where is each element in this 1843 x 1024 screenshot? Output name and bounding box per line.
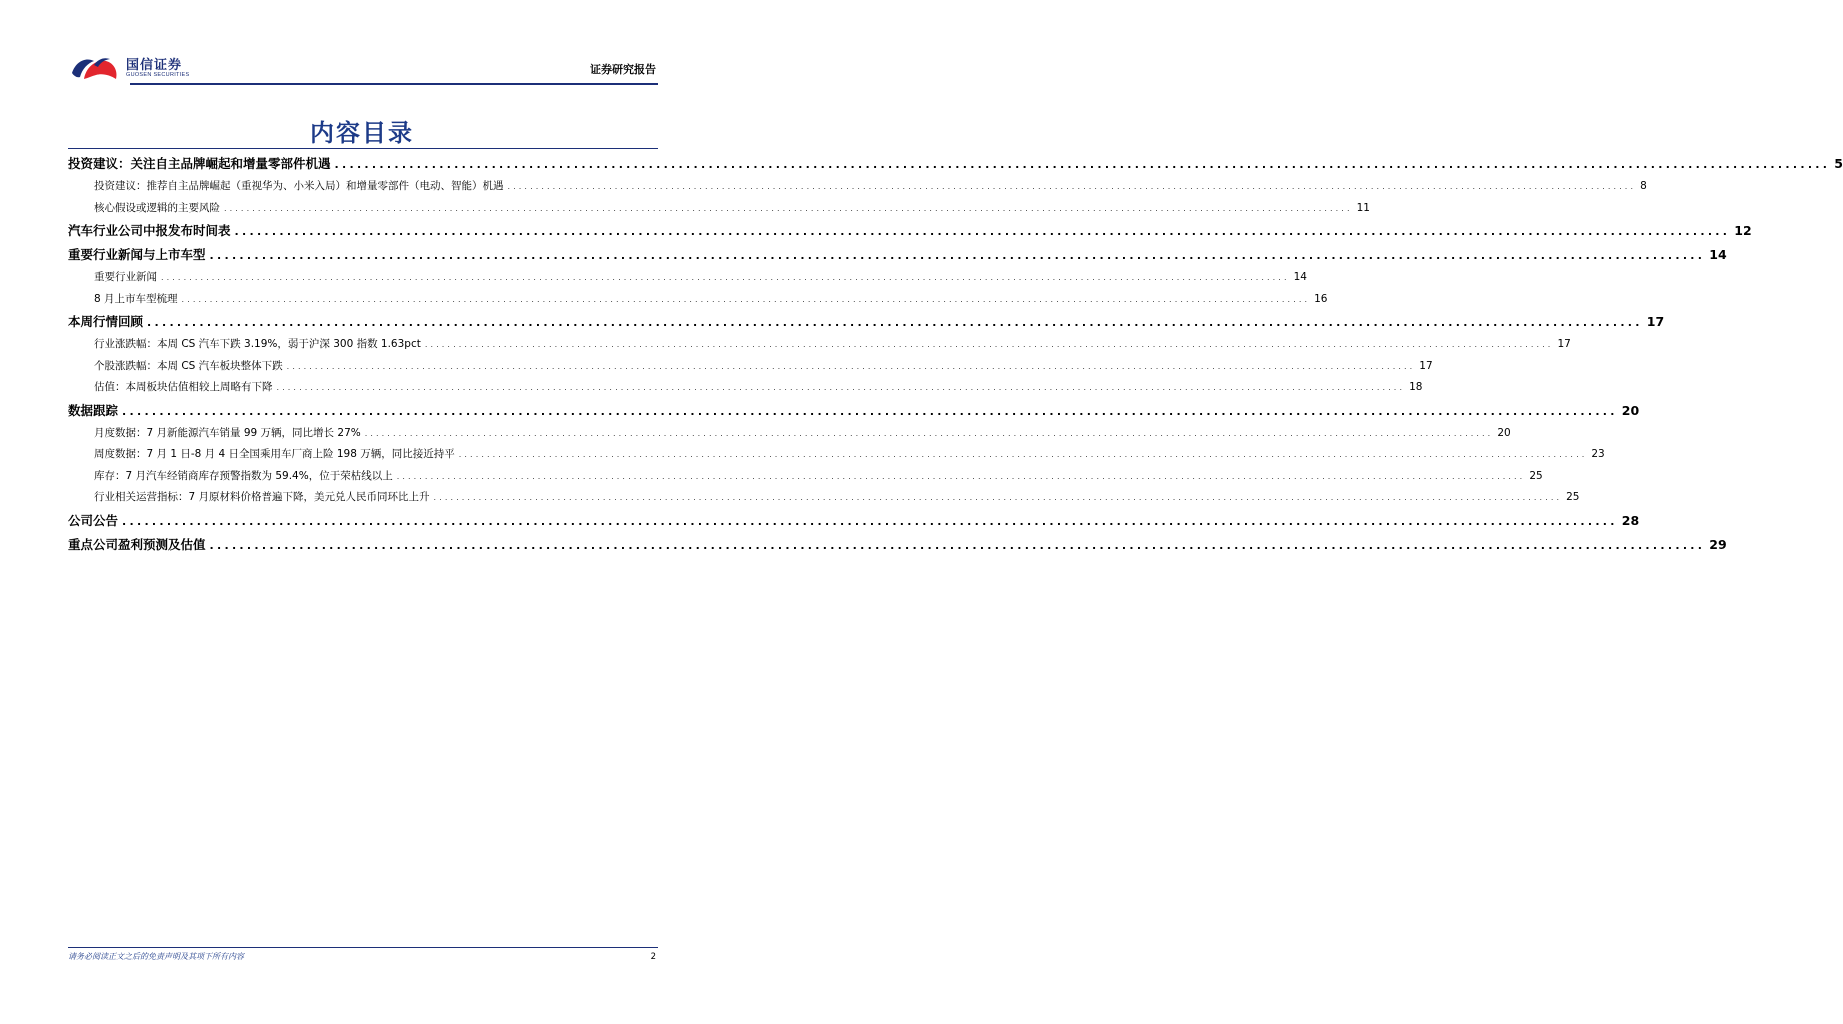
toc-title-divider: [68, 148, 658, 149]
toc-entry-page-number: 25: [1566, 491, 1580, 503]
toc-dot-leader: ........................................................................................................................................................................................................: [234, 225, 1731, 238]
toc-entry-label: 汽车行业公司中报发布时间表: [68, 223, 231, 238]
toc-entry-page-number: 23: [1591, 448, 1605, 460]
toc-entry-page-number: 14: [1293, 271, 1307, 283]
toc-dot-leader: ........................................................................................................................................................................................................: [209, 538, 1706, 552]
logo-english-name: GUOSEN SECURITIES: [126, 72, 190, 78]
toc-section-entry[interactable]: [68, 509, 1640, 533]
toc-entry-page-number: 8: [1640, 180, 1647, 192]
toc-subsection-entry[interactable]: [68, 289, 1328, 311]
toc-entry-page-number: 17: [1419, 359, 1433, 372]
toc-section-entry[interactable]: [68, 310, 1665, 334]
toc-title: 内容目录: [310, 119, 414, 147]
guosen-logo-icon: [70, 53, 124, 83]
page-header: [68, 50, 658, 84]
toc-entry-label: 本周行情回顾: [68, 314, 144, 329]
table-of-contents: [68, 152, 1843, 557]
toc-entry-label: 核心假设或逻辑的主要风险: [94, 201, 220, 214]
toc-section-entry[interactable]: [68, 399, 1640, 423]
toc-dot-leader: ........................................................................................................................................................................................................: [364, 428, 1494, 438]
toc-section-entry[interactable]: [68, 243, 1727, 267]
toc-entry-label: 行业相关运营指标：7 月原材料价格普遍下降，美元兑人民币同环比上升: [94, 491, 430, 503]
toc-entry-page-number: 14: [1709, 247, 1727, 262]
toc-subsection-entry[interactable]: [68, 334, 1571, 356]
toc-entry-page-number: 12: [1734, 223, 1752, 238]
toc-entry-label: 公司公告: [68, 512, 119, 528]
toc-dot-leader: ........................................................................................................................................................................................................: [209, 249, 1706, 262]
toc-entry-label: 月度数据：7 月新能源汽车销量 99 万辆，同比增长 27%: [94, 426, 361, 439]
toc-dot-leader: ........................................................................................................................................................................................................: [122, 514, 1618, 528]
footer-disclaimer: 请务必阅读正文之后的免责声明及其项下所有内容: [68, 952, 244, 961]
toc-dot-leader: ........................................................................................................................................................................................................: [147, 316, 1643, 329]
toc-entry-label: 个股涨跌幅：本周 CS 汽车板块整体下跌: [94, 359, 283, 372]
toc-entry-label: 投资建议：推荐自主品牌崛起（重视华为、小米入局）和增量零部件（电动、智能）机遇: [94, 180, 504, 192]
toc-dot-leader: ........................................................................................................................................................................................................: [122, 404, 1618, 418]
toc-subsection-entry[interactable]: [68, 423, 1511, 445]
toc-entry-label: 重点公司盈利预测及估值: [68, 536, 206, 552]
toc-dot-leader: ........................................................................................................................................................................................................: [458, 450, 1588, 459]
toc-dot-leader: ........................................................................................................................................................................................................: [224, 203, 1353, 213]
guosen-logo: [70, 50, 210, 84]
footer-page-number: 2: [650, 952, 656, 962]
toc-entry-page-number: 25: [1529, 469, 1543, 482]
toc-entry-label: 库存：7 月汽车经销商库存预警指数为 59.4%，位于荣枯线以上: [94, 469, 393, 482]
toc-entry-page-number: 29: [1709, 536, 1727, 552]
toc-dot-leader: ........................................................................................................................................................................................................: [334, 158, 1831, 171]
toc-entry-label: 重要行业新闻: [94, 271, 157, 283]
toc-entry-page-number: 20: [1621, 402, 1640, 418]
toc-entry-label: 数据跟踪: [68, 402, 119, 418]
toc-entry-label: 周度数据：7 月 1 日-8 月 4 日全国乘用车厂商上险 198 万辆，同比接近持平: [94, 448, 455, 460]
toc-dot-leader: ........................................................................................................................................................................................................: [396, 471, 1526, 481]
toc-entry-label: 行业涨跌幅：本周 CS 汽车下跌 3.19%，弱于沪深 300 指数 1.63pct: [94, 338, 421, 350]
toc-entry-page-number: 16: [1314, 292, 1328, 305]
toc-subsection-entry[interactable]: [68, 198, 1370, 220]
toc-entry-label: 8 月上市车型梳理: [94, 292, 178, 305]
toc-dot-leader: ........................................................................................................................................................................................................: [161, 273, 1290, 282]
toc-section-entry[interactable]: [68, 533, 1727, 557]
toc-subsection-entry[interactable]: [68, 267, 1307, 289]
toc-entry-label: 投资建议：关注自主品牌崛起和增量零部件机遇: [68, 156, 331, 171]
footer-divider: [68, 947, 658, 948]
toc-dot-leader: ........................................................................................................................................................................................................: [276, 383, 1406, 392]
toc-dot-leader: ........................................................................................................................................................................................................: [507, 182, 1637, 191]
report-type-label: 证券研究报告: [590, 63, 656, 76]
toc-entry-page-number: 17: [1557, 338, 1571, 350]
toc-subsection-entry[interactable]: [68, 466, 1543, 488]
toc-entry-page-number: 18: [1409, 381, 1423, 393]
toc-dot-leader: ........................................................................................................................................................................................................: [286, 361, 1416, 371]
toc-subsection-entry[interactable]: [68, 444, 1605, 466]
toc-entry-page-number: 20: [1497, 426, 1511, 439]
toc-subsection-entry[interactable]: [68, 356, 1433, 378]
logo-chinese-name: 国信证券: [126, 58, 183, 73]
toc-entry-page-number: 28: [1621, 512, 1640, 528]
toc-entry-page-number: 17: [1646, 314, 1665, 329]
toc-dot-leader: ........................................................................................................................................................................................................: [181, 294, 1311, 304]
toc-section-entry[interactable]: [68, 219, 1752, 243]
toc-section-entry[interactable]: [68, 152, 1843, 176]
header-divider: [130, 83, 658, 85]
toc-subsection-entry[interactable]: [68, 176, 1647, 198]
toc-subsection-entry[interactable]: [68, 487, 1580, 509]
toc-entry-page-number: 11: [1356, 201, 1370, 214]
toc-dot-leader: ........................................................................................................................................................................................................: [433, 493, 1563, 502]
toc-entry-label: 重要行业新闻与上市车型: [68, 247, 206, 262]
toc-entry-page-number: 5: [1834, 156, 1843, 171]
toc-subsection-entry[interactable]: [68, 377, 1423, 399]
toc-dot-leader: ........................................................................................................................................................................................................: [424, 340, 1554, 349]
toc-entry-label: 估值：本周板块估值相较上周略有下降: [94, 381, 273, 393]
